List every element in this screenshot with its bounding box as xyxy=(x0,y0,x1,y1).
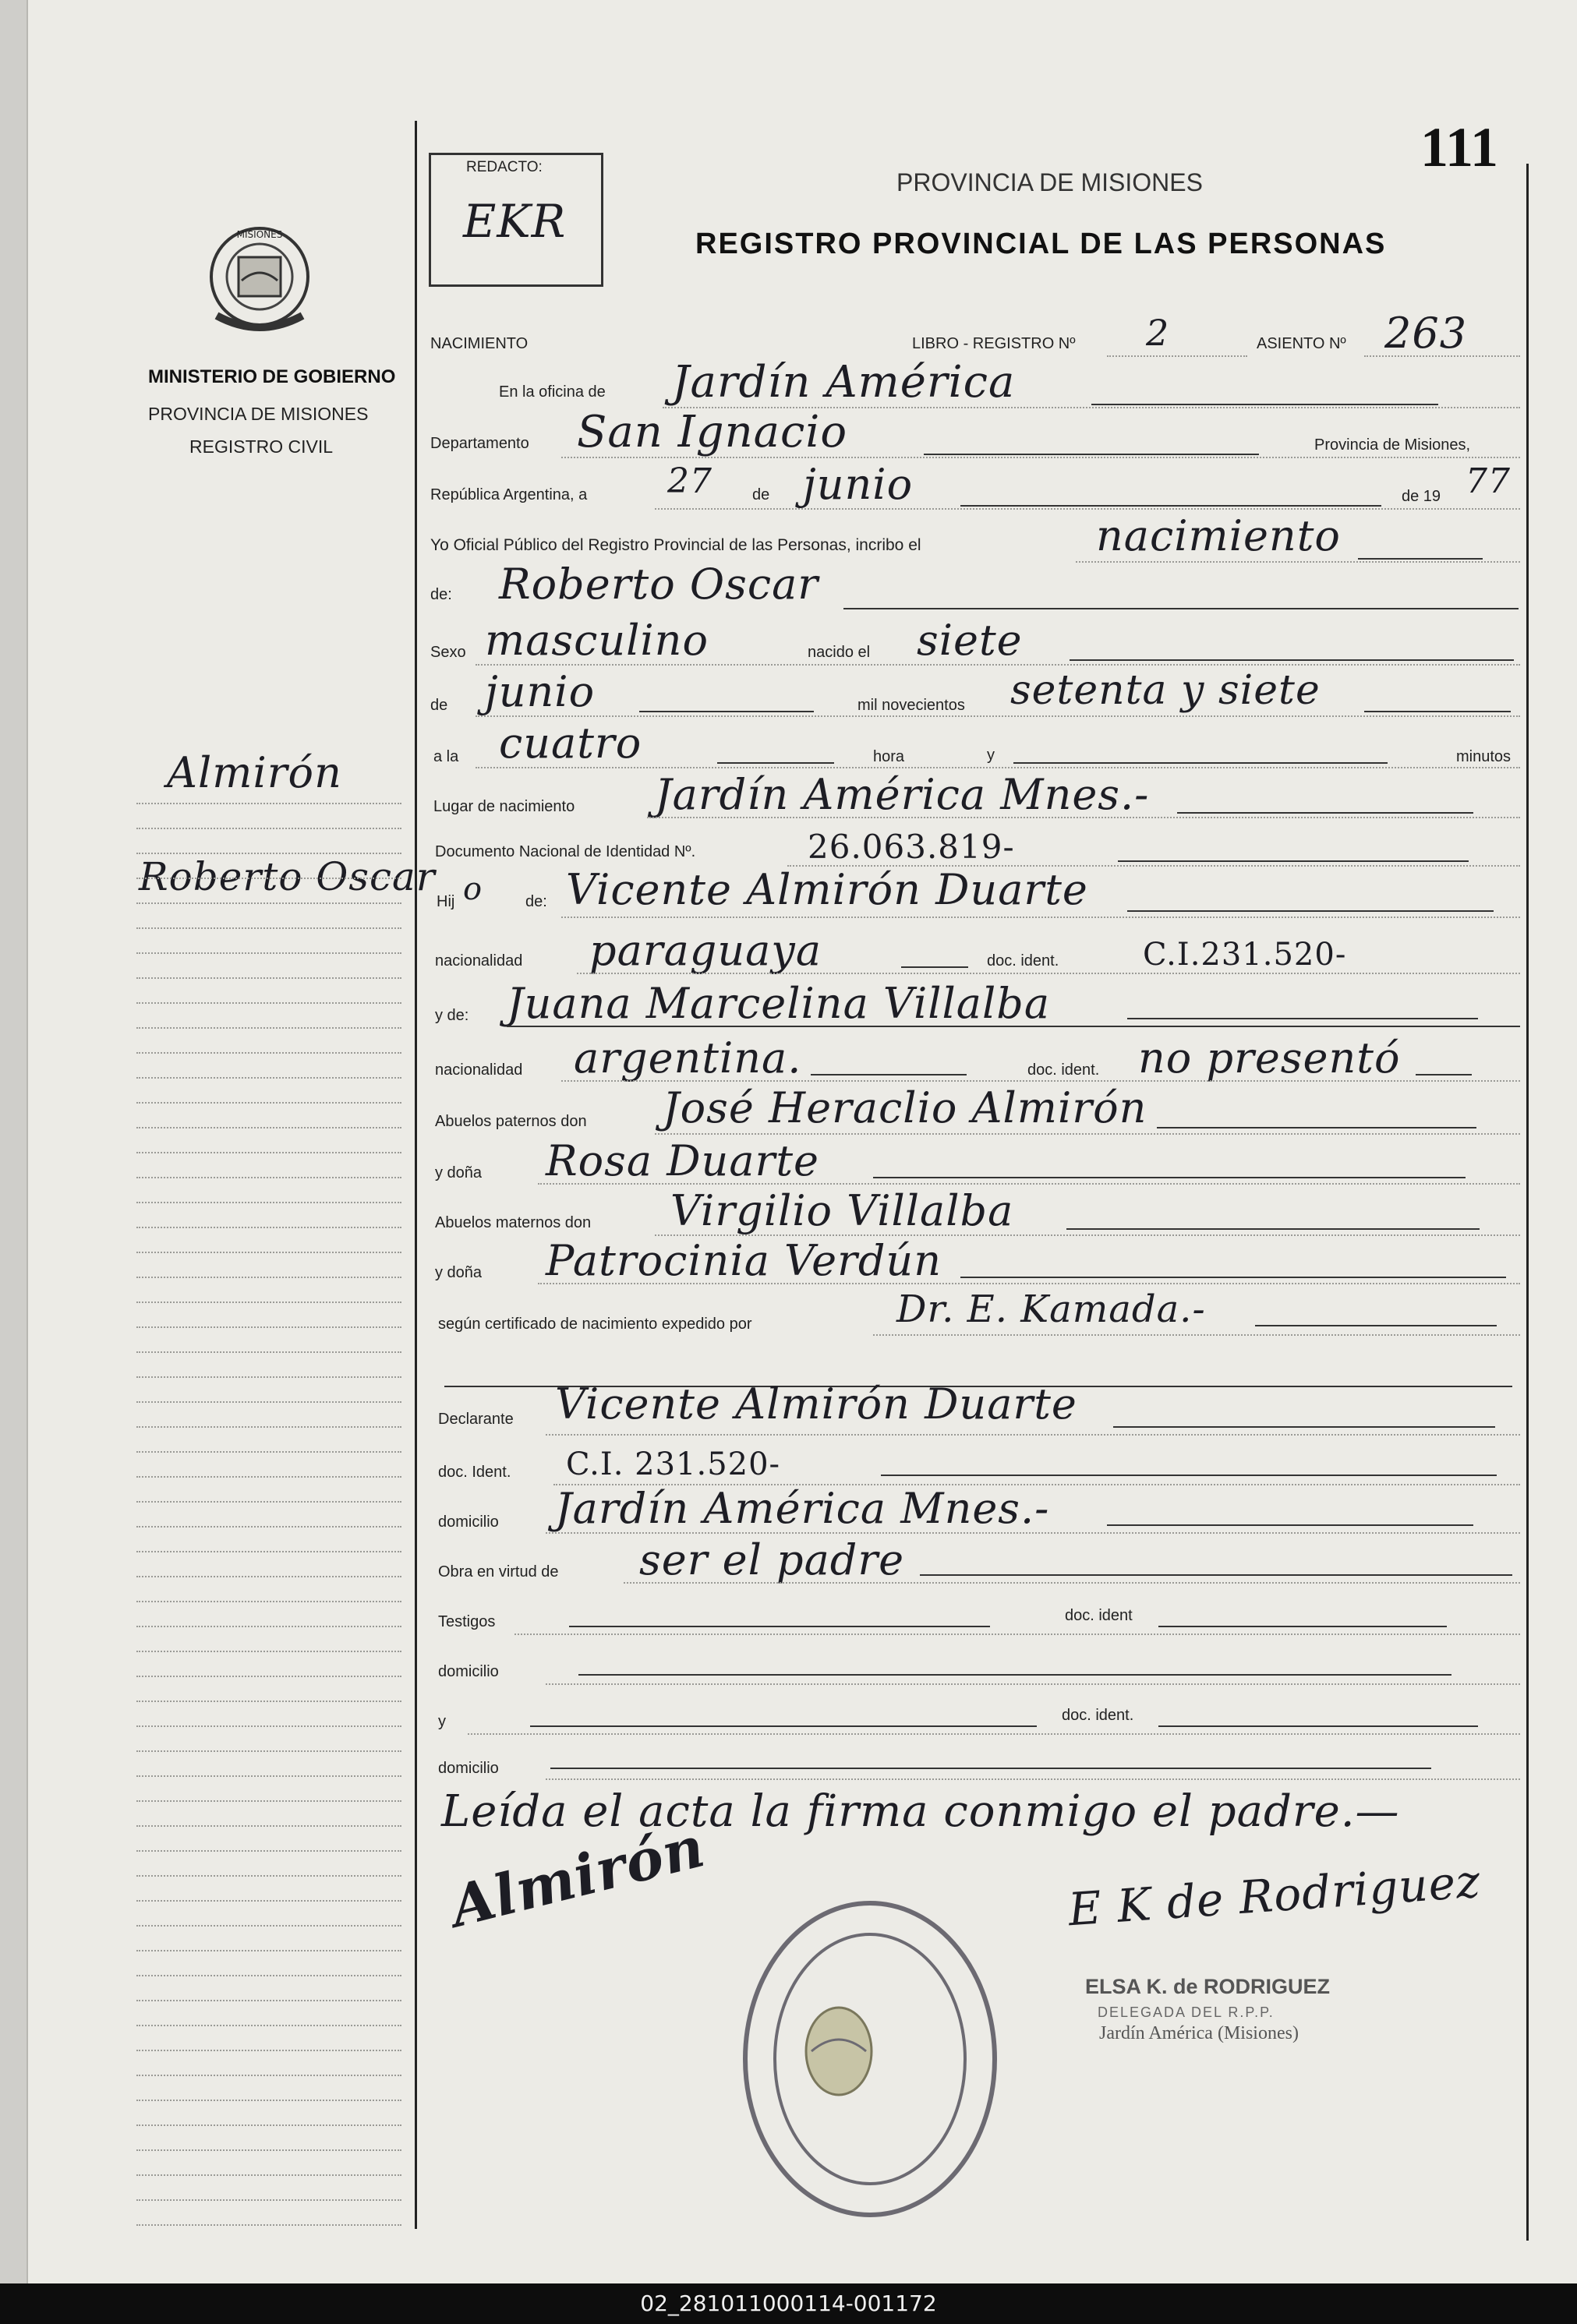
line-oficina xyxy=(1091,404,1438,405)
value-hijo-suffix: o xyxy=(463,871,483,907)
margin-rule xyxy=(136,2124,401,2126)
margin-rule xyxy=(136,1800,401,1802)
dots-domicilio xyxy=(546,1532,1520,1534)
label-y-testigo: y xyxy=(438,1713,446,1730)
margin-rule xyxy=(136,1925,401,1927)
margin-rule xyxy=(136,952,401,954)
margin-rule xyxy=(136,2174,401,2176)
label-sexo: Sexo xyxy=(430,644,466,661)
label-doc-ident-declarante: doc. Ident. xyxy=(438,1464,511,1481)
label-asiento: ASIENTO Nº xyxy=(1257,335,1346,352)
registry-stamp xyxy=(737,1895,1002,2223)
margin-rule xyxy=(136,1376,401,1378)
label-nacionalidad-padre: nacionalidad xyxy=(435,952,523,970)
line-hora xyxy=(717,762,834,764)
label-de-19: de 19 xyxy=(1402,488,1441,505)
line-domicilio-testigo xyxy=(578,1674,1451,1676)
line-nacido-anio xyxy=(1364,711,1511,712)
margin-rule xyxy=(136,2199,401,2201)
label-dona-paterna: y doña xyxy=(435,1164,483,1181)
header-province: PROVINCIA DE MISIONES xyxy=(896,168,1203,196)
label-departamento: Departamento xyxy=(430,435,529,452)
left-signature: Almirón xyxy=(444,1813,712,1940)
margin-rule xyxy=(136,1750,401,1752)
line-doc-testigo2 xyxy=(1158,1725,1478,1727)
margin-rule xyxy=(136,2075,401,2076)
dots-certificado xyxy=(873,1334,1520,1336)
label-hijo-de: de: xyxy=(525,893,547,910)
label-doc-ident-testigo2: doc. ident. xyxy=(1062,1707,1134,1724)
value-madre-doc: no presentó xyxy=(1138,1033,1401,1083)
margin-rule xyxy=(136,1152,401,1153)
label-abuelos-maternos: Abuelos maternos don xyxy=(435,1214,592,1231)
dots-hora xyxy=(476,767,1520,768)
line-padre xyxy=(1127,910,1494,912)
svg-text:MISIONES: MISIONES xyxy=(236,229,283,240)
line-departamento xyxy=(924,454,1259,455)
value-libro: 2 xyxy=(1146,312,1170,354)
dots-nacido xyxy=(476,715,1520,717)
value-mes: junio xyxy=(803,460,914,509)
value-acto: nacimiento xyxy=(1096,511,1341,560)
margin-rule xyxy=(136,927,401,929)
value-nacido-mes: junio xyxy=(485,667,596,716)
margin-rule xyxy=(136,1202,401,1203)
value-nacido-dia: siete xyxy=(917,616,1023,665)
redacto-label: REDACTO: xyxy=(466,159,543,175)
label-domicilio-testigo2: domicilio xyxy=(438,1760,499,1777)
label-testigos: Testigos xyxy=(438,1613,496,1630)
dots-nac-padre xyxy=(577,973,1520,974)
right-frame-line xyxy=(1526,164,1529,2241)
margin-rule xyxy=(136,1551,401,1552)
margin-rule xyxy=(136,1676,401,1677)
margin-rule xyxy=(136,1850,401,1852)
label-nacido-el: nacido el xyxy=(808,644,871,661)
margin-rule xyxy=(136,2050,401,2051)
margin-rule xyxy=(136,1077,401,1079)
value-asiento: 263 xyxy=(1384,309,1468,358)
dots-nac-madre xyxy=(561,1080,1520,1082)
label-lugar: Lugar de nacimiento xyxy=(433,798,575,815)
dots-declarante xyxy=(546,1434,1520,1436)
dots-sexo xyxy=(476,664,1520,666)
margin-rule xyxy=(136,1052,401,1054)
margin-rule xyxy=(136,1351,401,1353)
line-asiento xyxy=(1364,355,1520,357)
margin-rule xyxy=(136,1825,401,1827)
label-domicilio-testigo: domicilio xyxy=(438,1663,499,1680)
value-padre: Vicente Almirón Duarte xyxy=(566,865,1088,914)
left-frame-line xyxy=(415,121,417,2229)
ministry-title: MINISTERIO DE GOBIERNO xyxy=(148,366,396,387)
margin-rule xyxy=(136,1277,401,1278)
label-oficina: En la oficina de xyxy=(499,383,606,401)
line-domicilio-testigo2 xyxy=(550,1768,1431,1769)
margin-rule xyxy=(136,1401,401,1403)
value-lugar: Jardín América Mnes.- xyxy=(655,770,1150,819)
margin-rule xyxy=(136,1975,401,1976)
label-provincia: Provincia de Misiones, xyxy=(1314,436,1471,454)
dots-acto xyxy=(1076,561,1520,563)
value-anio: 77 xyxy=(1466,461,1511,501)
binding-strip xyxy=(0,0,28,2283)
line-declarante xyxy=(1113,1426,1495,1428)
value-oficina: Jardín América xyxy=(672,357,1016,408)
value-dni: 26.063.819- xyxy=(808,828,1015,866)
margin-rule xyxy=(136,1227,401,1228)
margin-rule xyxy=(136,1302,401,1303)
line-abuela-paterna xyxy=(873,1177,1466,1178)
margin-rule xyxy=(136,1900,401,1902)
margin-rule xyxy=(136,878,401,879)
value-declarante-doc: C.I. 231.520- xyxy=(566,1446,781,1482)
line-certificado xyxy=(1255,1325,1497,1326)
line-dni xyxy=(1118,860,1469,862)
label-obra: Obra en virtud de xyxy=(438,1563,559,1581)
value-nombre: Roberto Oscar xyxy=(499,560,819,609)
dots-abuela-paterna xyxy=(538,1183,1520,1185)
margin-rule xyxy=(136,828,401,829)
margin-rule xyxy=(136,1252,401,1253)
value-padre-doc: C.I.231.520- xyxy=(1143,937,1347,973)
dots-abuela-materna xyxy=(538,1283,1520,1284)
line-madre-under xyxy=(507,1026,1520,1027)
line-abuelo-materno xyxy=(1066,1228,1480,1230)
value-nacido-anio: setenta y siete xyxy=(1010,667,1321,714)
value-domicilio: Jardín América Mnes.- xyxy=(555,1484,1050,1533)
official-name: ELSA K. de RODRIGUEZ xyxy=(1085,1975,1331,1998)
line-abuela-materna xyxy=(960,1277,1506,1278)
label-nacionalidad-madre: nacionalidad xyxy=(435,1061,523,1079)
value-madre: Juana Marcelina Villalba xyxy=(507,979,1051,1028)
value-certificado: Dr. E. Kamada.- xyxy=(896,1287,1206,1331)
line-declarante-doc xyxy=(881,1475,1497,1476)
official-title: DELEGADA DEL R.P.P. xyxy=(1098,2004,1275,2020)
label-domicilio: domicilio xyxy=(438,1513,499,1531)
margin-rule xyxy=(136,1601,401,1602)
margin-rule xyxy=(136,1177,401,1178)
value-abuelo-materno: Virgilio Villalba xyxy=(670,1186,1014,1235)
right-signature: E K de Rodriguez xyxy=(1066,1854,1483,1937)
label-de-mes: de xyxy=(752,486,770,503)
line-lugar xyxy=(1177,812,1473,814)
margin-rule xyxy=(136,1102,401,1104)
label-declarante: Declarante xyxy=(438,1411,514,1428)
label-doc-ident-padre: doc. ident. xyxy=(987,952,1059,970)
label-y-minutos: y xyxy=(987,747,995,764)
value-departamento: San Ignacio xyxy=(577,407,848,457)
line-minutos xyxy=(1013,762,1388,764)
label-doc-ident-testigo: doc. ident xyxy=(1065,1607,1133,1624)
dots-lugar xyxy=(647,817,1520,818)
margin-rule xyxy=(136,1576,401,1577)
margin-rule xyxy=(136,1426,401,1428)
line-nombre xyxy=(843,608,1519,609)
margin-rule xyxy=(136,1701,401,1702)
margin-rule xyxy=(136,1002,401,1004)
line-obra xyxy=(920,1574,1512,1576)
line-testigos xyxy=(569,1626,990,1627)
label-doc-ident-madre: doc. ident. xyxy=(1027,1061,1100,1079)
margin-rule xyxy=(136,1725,401,1727)
line-madre-doc xyxy=(1416,1074,1472,1075)
margin-rule xyxy=(136,902,401,904)
margin-rule xyxy=(136,1127,401,1128)
dots-padre xyxy=(561,917,1520,918)
province-emblem xyxy=(201,222,318,347)
line-nacido-mes xyxy=(639,711,814,712)
label-nacimiento: NACIMIENTO xyxy=(430,335,529,352)
line-domicilio xyxy=(1107,1524,1473,1526)
value-dia: 27 xyxy=(667,461,712,501)
margin-rule xyxy=(136,1526,401,1528)
line-y-testigo xyxy=(530,1725,1037,1727)
label-hora: hora xyxy=(873,748,905,765)
margin-rule xyxy=(136,1027,401,1029)
margin-rule xyxy=(136,2025,401,2026)
page-number: 111 xyxy=(1420,116,1499,178)
dots-obra xyxy=(624,1582,1520,1584)
label-republica: República Argentina, a xyxy=(430,486,588,503)
line-doc-testigo xyxy=(1158,1626,1447,1627)
label-segun: según certificado de nacimiento expedido por xyxy=(438,1316,752,1333)
margin-rule xyxy=(136,2224,401,2226)
label-abuelos-paternos: Abuelos paternos don xyxy=(435,1113,587,1130)
value-obra: ser el padre xyxy=(639,1535,905,1584)
label-mil-novecientos: mil novecientos xyxy=(857,697,965,714)
line-padre-nacionalidad xyxy=(901,966,968,968)
label-hijo: Hij xyxy=(437,893,455,910)
dots-domicilio-testigo2 xyxy=(546,1778,1520,1780)
label-y-de: y de: xyxy=(435,1007,469,1024)
value-madre-nacionalidad: argentina. xyxy=(574,1033,802,1083)
margin-rule xyxy=(136,2149,401,2151)
value-hora: cuatro xyxy=(499,719,642,768)
ministry-province: PROVINCIA DE MISIONES xyxy=(148,404,369,424)
margin-rule xyxy=(136,853,401,854)
dots-testigos xyxy=(514,1634,1520,1635)
margin-rule xyxy=(136,1326,401,1328)
margin-surname: Almirón xyxy=(167,748,342,797)
margin-rule xyxy=(136,977,401,979)
dots-fecha xyxy=(655,508,1520,510)
line-libro xyxy=(1107,355,1247,357)
line-nacido-dia xyxy=(1070,659,1514,661)
margin-rule xyxy=(136,803,401,804)
official-place: Jardín América (Misiones) xyxy=(1099,2023,1299,2043)
margin-rule xyxy=(136,1651,401,1652)
margin-rule xyxy=(136,1775,401,1777)
line-madre xyxy=(1127,1018,1478,1019)
ministry-civil: REGISTRO CIVIL xyxy=(189,436,334,457)
line-acto xyxy=(1358,558,1483,560)
margin-rule xyxy=(136,1476,401,1478)
dots-domicilio-testigo xyxy=(546,1683,1520,1685)
value-abuela-materna: Patrocinia Verdún xyxy=(546,1236,942,1285)
line-abuelo-paterno xyxy=(1157,1127,1476,1128)
dots-abuelo-paterno xyxy=(655,1133,1520,1135)
label-libro: LIBRO - REGISTRO Nº xyxy=(912,335,1076,352)
label-dni: Documento Nacional de Identidad Nº. xyxy=(435,843,696,860)
label-minutos: minutos xyxy=(1456,748,1512,765)
label-yo-oficial: Yo Oficial Público del Registro Provincial de las Personas, incribo el xyxy=(430,536,921,554)
margin-rule xyxy=(136,2000,401,2001)
margin-rule xyxy=(136,1451,401,1453)
image-caption: 02_281011000114-001172 xyxy=(0,2283,1577,2324)
value-abuelo-paterno: José Heraclio Almirón xyxy=(663,1083,1147,1132)
margin-rule xyxy=(136,2100,401,2101)
closing-statement: Leída el acta la firma conmigo el padre.— xyxy=(441,1786,1400,1837)
label-dona-materna: y doña xyxy=(435,1264,483,1281)
margin-rule xyxy=(136,1626,401,1627)
label-de-nombre: de: xyxy=(430,586,452,603)
value-padre-nacionalidad: paraguaya xyxy=(589,926,822,975)
label-a-la: a la xyxy=(433,748,459,765)
redacto-initials: EKR xyxy=(463,195,567,248)
dots-departamento xyxy=(561,457,1520,458)
dots-y-testigo xyxy=(468,1733,1520,1735)
value-sexo: masculino xyxy=(485,616,709,665)
value-abuela-paterna: Rosa Duarte xyxy=(546,1136,819,1185)
margin-rule xyxy=(136,1950,401,1951)
line-madre-nacionalidad xyxy=(811,1074,967,1075)
label-de-nacido-mes: de xyxy=(430,697,448,714)
header-registry: REGISTRO PROVINCIAL DE LAS PERSONAS xyxy=(695,228,1387,260)
margin-rule xyxy=(136,1501,401,1503)
margin-rule xyxy=(136,1875,401,1877)
line-mes xyxy=(960,505,1381,507)
value-declarante: Vicente Almirón Duarte xyxy=(555,1379,1077,1429)
margin-names: Roberto Oscar xyxy=(139,854,436,899)
